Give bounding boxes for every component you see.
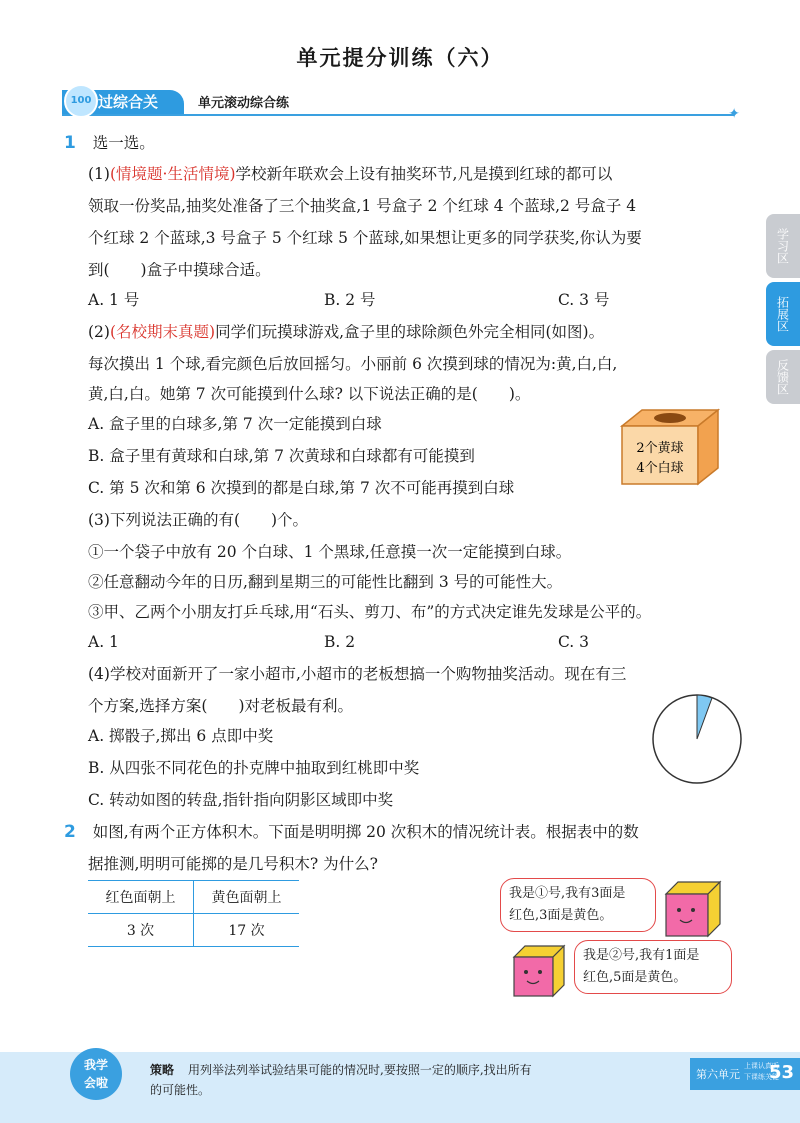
question-2-line1 xyxy=(64,816,639,848)
bubble-line: 红色,5面是黄色。 xyxy=(583,970,687,985)
option-c[interactable]: C. 转动如图的转盘,指针指向阴影区域即中奖 xyxy=(88,791,394,809)
badge-line: 会啦 xyxy=(83,1076,108,1090)
table-row xyxy=(88,914,299,947)
option-b[interactable]: B. 2 xyxy=(324,633,356,651)
question-1-stem xyxy=(64,127,155,159)
cube-2-illustration xyxy=(512,944,566,998)
side-tab-extend[interactable]: 拓展区 xyxy=(766,282,800,346)
box-hole xyxy=(654,413,686,423)
q1-part2-line1 xyxy=(88,316,604,348)
question-text: 选一选。 xyxy=(92,134,155,152)
ball-box-illustration xyxy=(618,408,722,488)
q1-part4-line2: 个方案,选择方案( )对老板最有利。 xyxy=(88,697,354,715)
stats-table xyxy=(88,880,299,947)
tag-scenario: (情境题·生活情境) xyxy=(109,165,236,183)
part-text: 学校新年联欢会上设有抽奖环节,凡是摸到红球的都可以 xyxy=(235,165,613,183)
statement-1: ①一个袋子中放有 20 个白球、1 个黑球,任意摸一次一定能摸到白球。 xyxy=(88,543,572,561)
spinner-illustration xyxy=(650,692,744,786)
section-header xyxy=(62,90,740,122)
score-100-icon: 100 xyxy=(64,84,98,118)
q1-part2-line2: 每次摸出 1 个球,看完颜色后放回摇匀。小丽前 6 次摸到球的情况为:黄,白,白, xyxy=(88,355,618,373)
badge-line: 我学 xyxy=(83,1058,108,1072)
option-a[interactable]: A. 掷骰子,掷出 6 点即中奖 xyxy=(88,727,274,745)
q1-part4-line1: (4)学校对面新开了一家小超市,小超市的老板想搞一个购物抽奖活动。现在有三 xyxy=(88,665,627,683)
option-b[interactable]: B. 2 号 xyxy=(324,291,376,309)
page-number: 53 xyxy=(768,1062,794,1083)
box-label-white: 4个白球 xyxy=(636,461,684,476)
q1-part2-line3: 黄,白,白。她第 7 次可能摸到什么球? 以下说法正确的是( )。 xyxy=(88,385,531,403)
page-title: 单元提分训练（六） xyxy=(296,46,504,70)
statement-2: ②任意翻动今年的日历,翻到星期三的可能性比翻到 3 号的可能性大。 xyxy=(88,573,563,591)
question-number: 2 xyxy=(64,822,76,842)
question-text: 如图,有两个正方体积木。下面是明明掷 20 次积木的情况统计表。根据表中的数 xyxy=(92,823,639,841)
speech-bubble-cube-1 xyxy=(500,878,656,932)
cube-1-illustration xyxy=(664,880,722,938)
strategy-text: 用列举法列举试验结果可能的情况时,要按照一定的顺序,找出所有 xyxy=(188,1063,532,1077)
value-yellow: 17 次 xyxy=(194,914,300,947)
page-tag xyxy=(690,1058,800,1090)
option-c[interactable]: C. 3 号 xyxy=(558,291,610,309)
part-number: (2) xyxy=(88,323,110,341)
q1-part1-line3: 个红球 2 个蓝球,3 号盒子 5 个红球 5 个蓝球,如果想让更多的同学获奖,你认为要 xyxy=(88,229,642,247)
option-a[interactable]: A. 盒子里的白球多,第 7 次一定能摸到白球 xyxy=(88,415,382,433)
unit-label: 第六单元 xyxy=(696,1068,740,1081)
table-header-row xyxy=(88,881,299,914)
option-a[interactable]: A. 1 号 xyxy=(88,291,140,309)
question-number: 1 xyxy=(64,133,76,153)
side-tab-study[interactable]: 学习区 xyxy=(766,214,800,278)
header-red: 红色面朝上 xyxy=(88,881,194,914)
section-badge: 过综合关 xyxy=(62,90,184,114)
header-yellow: 黄色面朝上 xyxy=(194,881,300,914)
tag-exam: (名校期末真题) xyxy=(109,323,216,341)
side-tab-feedback[interactable]: 反馈区 xyxy=(766,350,800,404)
section-divider xyxy=(62,114,734,116)
strategy-text-cont: 的可能性。 xyxy=(150,1083,211,1097)
part-number: (1) xyxy=(88,165,110,183)
footer xyxy=(0,1052,800,1123)
star-icon: ✦ xyxy=(728,106,740,122)
q1-part1-line2: 领取一份奖品,抽奖处准备了三个抽奖盒,1 号盒子 2 个红球 4 个蓝球,2 号盒子 4 xyxy=(88,197,637,215)
speech-bubble-cube-2 xyxy=(574,940,732,994)
strategy-note xyxy=(150,1060,532,1100)
q1-part1-line4: 到( )盒子中摸球合适。 xyxy=(88,261,271,279)
learned-badge xyxy=(70,1048,122,1100)
bubble-line: 红色,3面是黄色。 xyxy=(509,908,613,923)
option-b[interactable]: B. 从四张不同花色的扑克牌中抽取到红桃即中奖 xyxy=(88,759,420,777)
part-text: 同学们玩摸球游戏,盒子里的球除颜色外完全相同(如图)。 xyxy=(215,323,605,341)
q1-part1-line1 xyxy=(88,158,612,190)
question-2-line2: 据推测,明明可能掷的是几号积木? 为什么? xyxy=(88,855,378,873)
option-c[interactable]: C. 第 5 次和第 6 次摸到的都是白球,第 7 次不可能再摸到白球 xyxy=(88,479,515,497)
section-subtitle: 单元滚动综合练 xyxy=(198,96,290,111)
option-a[interactable]: A. 1 xyxy=(88,633,119,651)
box-label-yellow: 2个黄球 xyxy=(636,441,684,456)
bubble-line: 我是②号,我有1面是 xyxy=(583,948,700,963)
bubble-line: 我是①号,我有3面是 xyxy=(509,886,626,901)
statement-3: ③甲、乙两个小朋友打乒乓球,用“石头、剪刀、布”的方式决定谁先发球是公平的。 xyxy=(88,603,652,621)
value-red: 3 次 xyxy=(88,914,194,947)
strategy-label: 策略 xyxy=(150,1063,175,1077)
option-c[interactable]: C. 3 xyxy=(558,633,590,651)
q1-part3-stem: (3)下列说法正确的有( )个。 xyxy=(88,511,309,529)
option-b[interactable]: B. 盒子里有黄球和白球,第 7 次黄球和白球都有可能摸到 xyxy=(88,447,475,465)
tagline: 上课认真听 下课练关键 xyxy=(744,1062,779,1081)
